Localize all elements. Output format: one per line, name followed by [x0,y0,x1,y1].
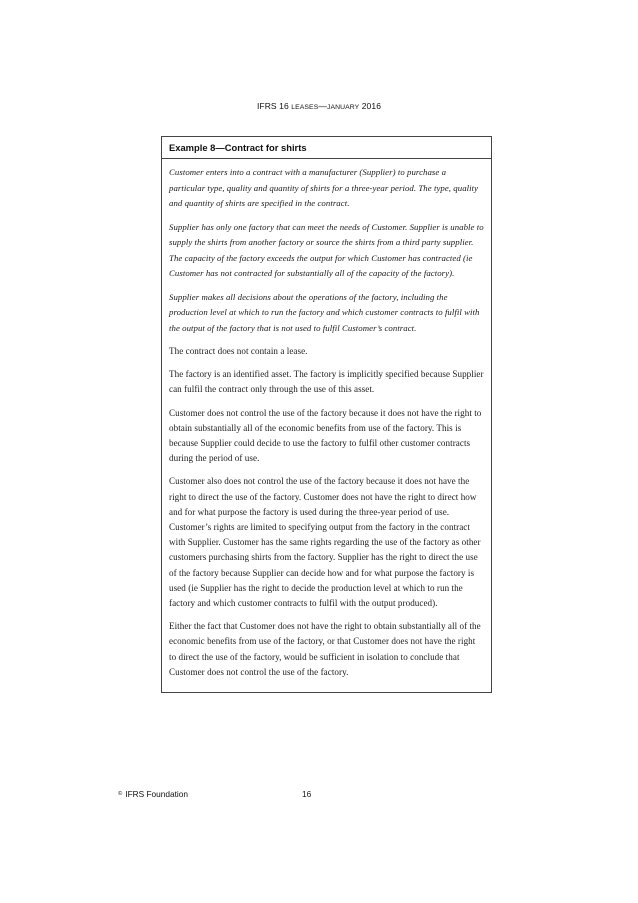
example-box [161,136,492,693]
analysis-paragraph-2: The factory is an identified asset. The factory is implicitly specified because Supplier can fulfil the contract only through the use of this asset. [169,369,484,395]
copyright-notice [118,789,188,799]
fact-paragraph-2: Supplier has only one factory that can meet the needs of Customer. Supplier is unable to supply the shirts from another factory or source the shirts from a third party supplier. The capacity of the factory exceeds the output for which Customer has contracted (ie Customer has not contracted for substantially all of the capacity of the factory). [169,221,484,278]
analysis-paragraph-5: Either the fact that Customer does not have the right to obtain substantially all of the economic benefits from use of the factory, or that Customer does not have the right to direct the use of the factory, would be sufficient in isolation to conclude that Customer does not control the use of the factory. [169,621,481,677]
header-year: 2016 [359,101,382,111]
header-dash: — [318,101,327,111]
analysis-paragraph-4: Customer also does not control the use of the factory because it does not have the right to direct the use of the factory. Customer does not have the right to direct how and for what purpose the factory is used during the three-year period of use. Customer’s rights are limited to specifying output from the factory in the contract with Supplier. Customer has the same rights regarding the use of the factory as other customers purchasing shirts from the factory. Supplier has the right to direct the use of the factory because Supplier can decide how and for what purpose the factory is used (ie Supplier has the right to decide the production level at which to run the factory and which customer contracts to fulfil with the output produced). [169,476,481,609]
copyright-symbol: © [118,791,123,797]
fact-paragraph-3: Supplier makes all decisions about the operations of the factory, including the production level at which to run the factory and which customer contracts to fulfil with the output of the factory that is not used to fulfil Customer’s contract. [169,291,480,333]
fact-paragraph-1: Customer enters into a contract with a manufacturer (Supplier) to purchase a particular type, quality and quantity of shirts for a three-year period. The type, quality and quantity of shirts are specified in the contract. [169,167,479,208]
running-header [0,101,638,111]
header-title: LEASES [291,104,319,111]
copyright-text: IFRS Foundation [125,789,189,799]
example-body [162,159,491,692]
header-standard: IFRS 16 [256,101,292,111]
page-footer [0,789,638,803]
analysis-paragraph-1: The contract does not contain a lease. [169,346,308,356]
analysis-paragraph-3: Customer does not control the use of the factory because it does not have the right to obtain substantially all of the economic benefits from use of the factory. This is because Supplier could decide to use the factory to fulfil other customer contracts during the period of use. [169,407,482,464]
example-title: Example 8—Contract for shirts [162,137,491,159]
page-number: 16 [302,789,312,799]
header-month: JANUARY [326,104,360,111]
